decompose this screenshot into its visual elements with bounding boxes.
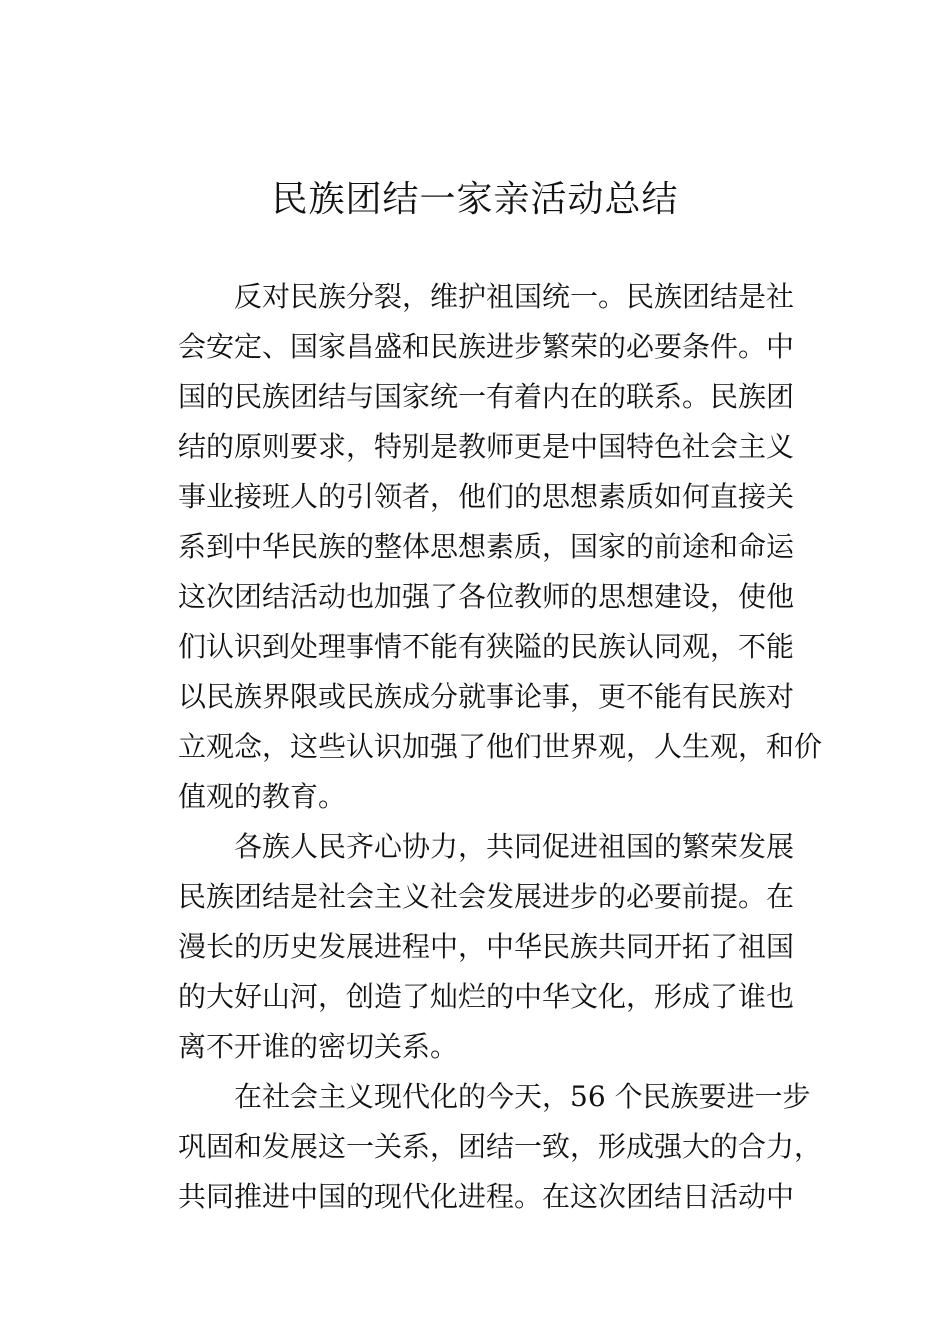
text-line: 各族人民齐心协力，共同促进祖国的繁荣发展 [234, 830, 795, 863]
text-line: 结的原则要求，特别是教师更是中国特色社会主义 [178, 430, 795, 463]
text-line: 共同推进中国的现代化进程。在这次团结日活动中 [178, 1180, 795, 1213]
text-line: 在社会主义现代化的今天，56 个民族要进一步 [234, 1080, 811, 1113]
text-line: 反对民族分裂，维护祖国统一。民族团结是社 [234, 280, 795, 313]
paragraph-3 [178, 1072, 823, 1222]
text-line: 事业接班人的引领者，他们的思想素质如何直接关 [178, 480, 795, 513]
text-line: 巩固和发展这一关系，团结一致，形成强大的合力， [178, 1130, 823, 1163]
text-line: 离不开谁的密切关系。 [178, 1030, 459, 1063]
text-line: 这次团结活动也加强了各位教师的思想建设，使他 [178, 580, 795, 613]
text-line: 立观念，这些认识加强了他们世界观，人生观，和价 [178, 730, 823, 763]
document-body [178, 272, 823, 1222]
text-line: 国的民族团结与国家统一有着内在的联系。民族团 [178, 380, 795, 413]
text-line: 们认识到处理事情不能有狭隘的民族认同观，不能 [178, 630, 795, 663]
text-line: 以民族界限或民族成分就事论事，更不能有民族对 [178, 680, 795, 713]
text-line: 值观的教育。 [178, 780, 347, 813]
paragraph-1 [178, 272, 823, 822]
text-line: 漫长的历史发展进程中，中华民族共同开拓了祖国 [178, 930, 795, 963]
paragraph-2 [178, 822, 810, 1072]
text-line: 民族团结是社会主义社会发展进步的必要前提。在 [178, 880, 795, 913]
text-line: 的大好山河，创造了灿烂的中华文化，形成了谁也 [178, 980, 795, 1013]
text-line: 会安定、国家昌盛和民族进步繁荣的必要条件。中 [178, 330, 795, 363]
text-line: 系到中华民族的整体思想素质，国家的前途和命运 [178, 530, 795, 563]
document-title: 民族团结一家亲活动总结 [271, 179, 679, 220]
